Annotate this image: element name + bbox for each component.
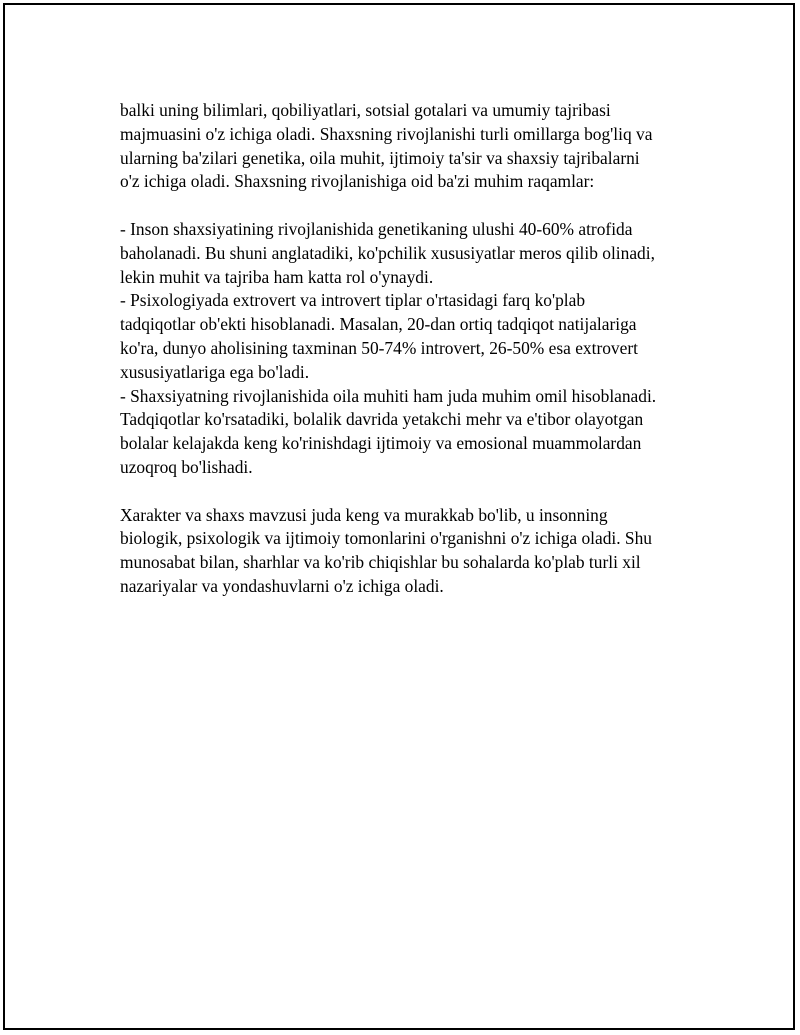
text-line: majmuasini o'z ichiga oladi. Shaxsning rivojlanishi turli omillarga bog'liq va bbox=[120, 123, 653, 144]
text-line: - Shaxsiyatning rivojlanishida oila muhiti ham juda muhim omil hisoblanadi. bbox=[120, 385, 657, 406]
text-line: biologik, psixologik va ijtimoiy tomonlarini o'rganishni o'z ichiga oladi. Shu bbox=[120, 528, 652, 549]
paragraph-conclusion bbox=[120, 504, 720, 599]
text-line: o'z ichiga oladi. Shaxsning rivojlanishiga oid ba'zi muhim raqamlar: bbox=[120, 171, 595, 192]
text-line: - Psixologiyada extrovert va introvert tiplar o'rtasidagi farq ko'plab bbox=[120, 290, 586, 311]
text-line: munosabat bilan, sharhlar va ko'rib chiqishlar bu sohalarda ko'plab turli xil bbox=[120, 552, 641, 573]
text-line: Tadqiqotlar ko'rsatadiki, bolalik davrida yetakchi mehr va e'tibor olayotgan bbox=[120, 409, 644, 430]
document-page bbox=[3, 3, 795, 1030]
text-line: balki uning bilimlari, qobiliyatlari, sotsial gotalari va umumiy tajribasi bbox=[120, 100, 611, 120]
text-line: ularning ba'zilari genetika, oila muhit, ijtimoiy ta'sir va shaxsiy tajribalarni bbox=[120, 147, 640, 168]
text-line: tadqiqotlar ob'ekti hisoblanadi. Masalan, 20-dan ortiq tadqiqot natijalariga bbox=[120, 314, 637, 335]
text-line: xususiyatlariga ega bo'ladi. bbox=[120, 361, 310, 382]
document-body bbox=[120, 99, 720, 599]
text-line: ko'ra, dunyo aholisining taxminan 50-74% introvert, 26-50% esa extrovert bbox=[120, 337, 638, 358]
paragraph-spacer bbox=[120, 480, 720, 504]
text-line: baholanadi. Bu shuni anglatadiki, ko'pchilik xususiyatlar meros qilib olinadi, bbox=[120, 242, 655, 263]
paragraph-intro bbox=[120, 99, 720, 194]
text-line: uzoqroq bo'lishadi. bbox=[120, 456, 253, 477]
text-line: Xarakter va shaxs mavzusi juda keng va murakkab bo'lib, u insonning bbox=[120, 504, 608, 525]
text-line: nazariyalar va yondashuvlarni o'z ichiga oladi. bbox=[120, 575, 444, 596]
bullet-list bbox=[120, 218, 720, 480]
paragraph-spacer bbox=[120, 194, 720, 218]
text-line: - Inson shaxsiyatining rivojlanishida genetikaning ulushi 40-60% atrofida bbox=[120, 218, 633, 239]
text-line: bolalar kelajakda keng ko'rinishdagi ijtimoiy va emosional muammolardan bbox=[120, 433, 642, 454]
text-line: lekin muhit va tajriba ham katta rol o'ynaydi. bbox=[120, 266, 434, 287]
